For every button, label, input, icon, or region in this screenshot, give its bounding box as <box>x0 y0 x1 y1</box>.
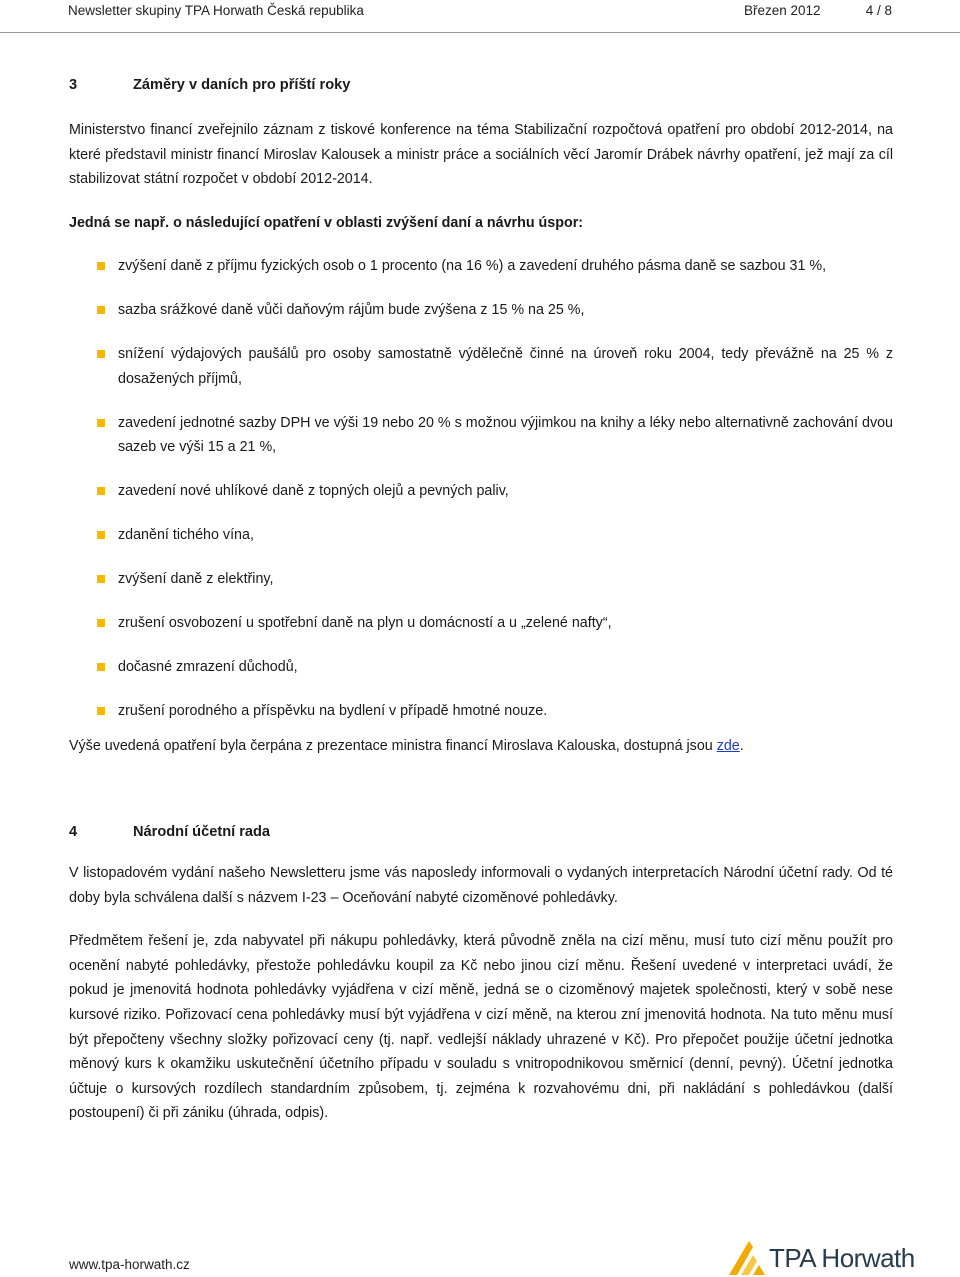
bullet-square-icon <box>97 306 105 314</box>
source-note: Výše uvedená opatření byla čerpána z prezentace ministra financí Miroslava Kalouska, dostupná jsou zde. <box>69 738 744 755</box>
list-item: zrušení porodného a příspěvku na bydlení v případě hmotné nouze. <box>69 699 893 724</box>
bullet-square-icon <box>97 619 105 627</box>
tpa-horwath-logo <box>727 1237 915 1277</box>
header-divider <box>0 32 960 33</box>
section-4-para-2: Předmětem řešení je, zda nabyvatel při nákupu pohledávky, která původně zněla na cizí měnu, musí tuto cizí měnu použít pro ocenění nabyté pohledávky, přestože pohledávku koupil za Kč nebo jinou cizí měnu. Řešení uvedené v interpretaci uvádí, že pokud je jmenovitá hodnota pohledávky vyjádřena v cizí měně, jedná se o cizoměnový majetek společnosti, který v sobě nese kursové riziko. Pořizovací cena pohledávky musí být vyjádřena v cizí měně, na kterou zní jmenovitá hodnota. Na tuto měnu musí být přepočteny všechny složky pořizovací ceny (tj. např. vedlejší náklady uhrazené v Kč). Pro přepočet použije účetní jednotka měnový kurs k okamžiku uskutečnění účetního případu v souladu s vnitropodnikovou směrnicí (denní, pevný). Účetní jednotka účtuje o kursových rozdílech standardním způsobem, tj. zejména k rozvahovému dni, při nakládání s pohledávkou (další postoupení) či při zániku (úhrada, odpis). <box>69 933 893 1122</box>
bullet-square-icon <box>97 419 105 427</box>
list-item: zavedení jednotné sazby DPH ve výši 19 nebo 20 % s možnou výjimkou na knihy a léky nebo alternativně zachování dvou sazeb ve výši 15 a 21 %, <box>69 411 893 460</box>
section-number: 3 <box>69 77 78 93</box>
footer-website: www.tpa-horwath.cz <box>69 1257 190 1272</box>
section-3-heading <box>69 73 893 97</box>
bullet-square-icon <box>97 707 105 715</box>
list-item: sazba srážkové daně vůči daňovým rájům bude zvýšena z 15 % na 25 %, <box>69 298 893 323</box>
list-item: zavedení nové uhlíkové daně z topných olejů a pevných paliv, <box>69 479 893 504</box>
list-item: zvýšení daně z elektřiny, <box>69 567 893 592</box>
measures-list <box>69 254 893 723</box>
bullet-square-icon <box>97 575 105 583</box>
measures-lead: Jedná se např. o následující opatření v oblasti zvýšení daní a návrhu úspor: <box>69 214 584 231</box>
main-content <box>69 73 893 1126</box>
list-item: dočasné zmrazení důchodů, <box>69 655 893 680</box>
bullet-square-icon <box>97 262 105 270</box>
section-4-heading <box>69 820 893 844</box>
list-item: zvýšení daně z příjmu fyzických osob o 1 procento (na 16 %) a zavedení druhého pásma daně se sazbou 31 %, <box>69 254 893 279</box>
bullet-square-icon <box>97 531 105 539</box>
section-number: 4 <box>69 824 78 841</box>
page-number: 4 / 8 <box>865 3 892 18</box>
newsletter-title: Newsletter skupiny TPA Horwath Česká republika <box>68 3 364 18</box>
list-item: snížení výdajových paušálů pro osoby samostatně výdělečně činné na úroveň roku 2004, tedy převážně na 25 % z dosažených příjmů, <box>69 342 893 391</box>
section-4-para-1: V listopadovém vydání našeho Newsletteru jsme vás naposledy informovali o vydaných interpretacích Národní účetní rady. Od té doby byla schválena další s názvem I-23 – Oceňování nabyté cizoměnové pohledávky. <box>69 865 893 906</box>
page-header <box>68 0 892 32</box>
bullet-square-icon <box>97 663 105 671</box>
list-item: zrušení osvobození u spotřební daně na plyn u domácností a u „zelené nafty“, <box>69 611 893 636</box>
logo-wordmark: TPA Horwath <box>769 1243 915 1273</box>
section-title: Záměry v daních pro příští roky <box>133 77 351 93</box>
bullet-square-icon <box>97 350 105 358</box>
issue-date: Březen 2012 <box>744 3 821 18</box>
bullet-square-icon <box>97 487 105 495</box>
source-link[interactable]: zde <box>716 738 740 755</box>
list-item: zdanění tichého vína, <box>69 523 893 548</box>
logo-mark-icon <box>727 1237 771 1277</box>
section-title: Národní účetní rada <box>133 824 271 841</box>
section-3-intro: Ministerstvo financí zveřejnilo záznam z tiskové konference na téma Stabilizační rozpočtová opatření pro období 2012-2014, na které představil ministr financí Miroslav Kalousek a ministr práce a sociálních věcí Jaromír Drábek návrhy opatření, jež mají za cíl stabilizovat státní rozpočet v období 2012-2014. <box>69 122 893 188</box>
